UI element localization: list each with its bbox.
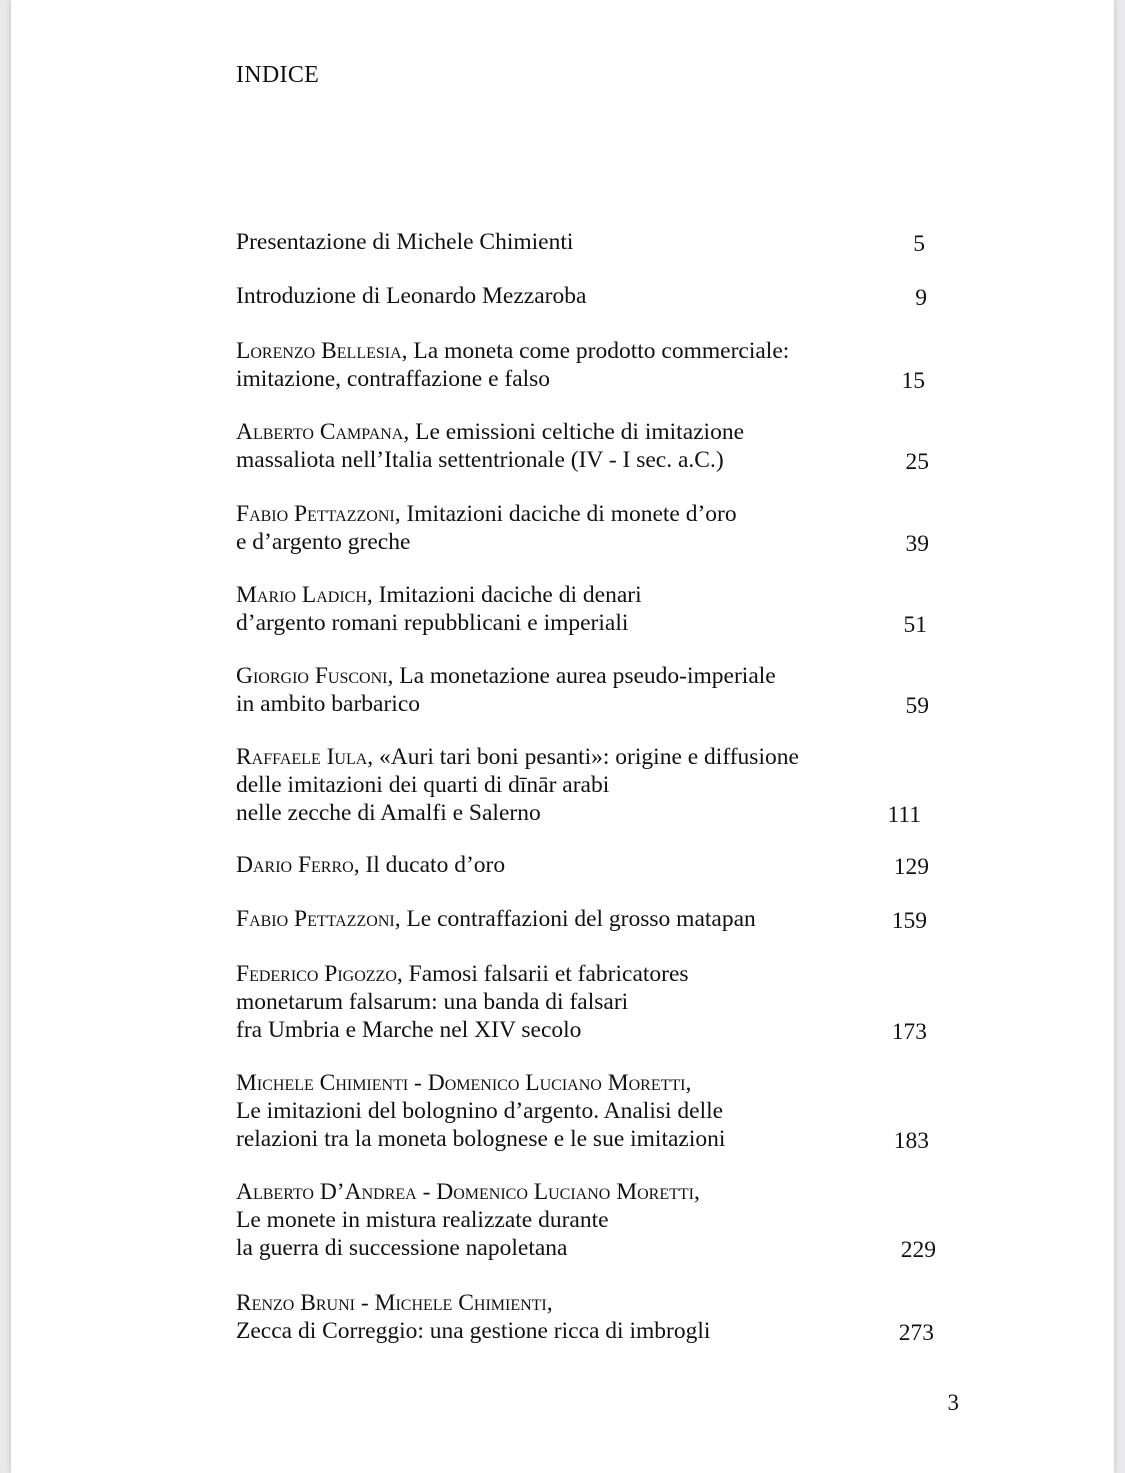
entry-text: e d’argento greche (236, 529, 411, 555)
entry-text: Presentazione di Michele Chimienti (236, 229, 574, 255)
entry-text: Introduzione di Leonardo Mezzaroba (236, 283, 587, 309)
index-heading: INDICE (236, 62, 320, 88)
entry-text: , Famosi falsarii et fabricatores (396, 961, 689, 987)
entry-text: , Le emissioni celtiche di imitazione (403, 419, 745, 445)
entry-line (236, 743, 799, 771)
entry-page-number: 25 (905, 449, 929, 475)
entry-page-number: 15 (901, 368, 925, 394)
entry-text: , La monetazione aurea pseudo-imperiale (387, 663, 776, 689)
entry-text: , «Auri tari boni pesanti»: origine e diffusione (367, 744, 799, 770)
entry-text: Zecca di Correggio: una gestione ricca di imbrogli (236, 1318, 711, 1344)
toc-entry (236, 581, 642, 637)
entry-author: Raffaele Iula (236, 744, 368, 770)
entry-author: Lorenzo Bellesia (236, 338, 402, 364)
entry-page-number: 159 (891, 908, 927, 934)
entry-line (236, 960, 689, 988)
entry-line (236, 446, 744, 474)
entry-page-number: 229 (900, 1237, 936, 1263)
toc-entry (236, 851, 505, 879)
entry-author: Alberto Campana (236, 419, 404, 445)
entry-line (236, 528, 737, 556)
entry-page-number: 273 (898, 1320, 934, 1346)
toc-entry (236, 337, 789, 393)
entry-line (236, 418, 744, 446)
entry-line (236, 1125, 725, 1153)
toc-entry (236, 418, 744, 474)
entry-line (236, 1317, 710, 1345)
entry-author: Dario Ferro (236, 852, 354, 878)
entry-page-number: 39 (905, 531, 929, 557)
entry-line (236, 1289, 710, 1317)
entry-page-number: 129 (893, 854, 929, 880)
entry-text: , Le contraffazioni del grosso matapan (394, 906, 756, 932)
entry-page-number: 9 (915, 285, 927, 311)
entry-line (236, 1206, 700, 1234)
entry-text: massaliota nell’Italia settentrionale (IV - I sec. a.C.) (236, 447, 724, 473)
entry-line (236, 851, 505, 879)
entry-author: Federico Pigozzo (236, 961, 397, 987)
document-page (11, 0, 1114, 1473)
entry-line (236, 337, 789, 365)
entry-author: Fabio Pettazzoni (236, 906, 395, 932)
entry-line (236, 988, 689, 1016)
entry-text: in ambito barbarico (236, 691, 421, 717)
entry-line (236, 282, 586, 310)
entry-line (236, 228, 573, 256)
entry-author: Michele Chimienti - Domenico Luciano Moretti (236, 1070, 686, 1096)
entry-line (236, 1097, 725, 1125)
entry-text: , Il ducato d’oro (353, 852, 506, 878)
entry-page-number: 183 (893, 1128, 929, 1154)
entry-text: , La moneta come prodotto commerciale: (401, 338, 790, 364)
entry-page-number: 59 (905, 693, 929, 719)
entry-line (236, 609, 642, 637)
entry-line (236, 1178, 700, 1206)
entry-page-number: 111 (887, 802, 921, 828)
entry-author: Fabio Pettazzoni (236, 501, 395, 527)
entry-author: Mario Ladich (236, 582, 367, 608)
entry-text: , (694, 1179, 700, 1205)
entry-author: Alberto D’Andrea - Domenico Luciano Moretti (236, 1179, 694, 1205)
entry-text: , (685, 1070, 692, 1096)
entry-text: monetarum falsarum: una banda di falsari (236, 989, 629, 1015)
entry-page-number: 5 (913, 231, 925, 257)
toc-entry (236, 1178, 700, 1262)
entry-author: Giorgio Fusconi (236, 663, 388, 689)
entry-line (236, 690, 776, 718)
entry-author: Renzo Bruni - Michele Chimienti (236, 1290, 547, 1316)
toc-entry (236, 1069, 725, 1153)
entry-line (236, 1016, 689, 1044)
entry-line (236, 799, 799, 827)
toc-entry (236, 662, 776, 718)
entry-text: la guerra di successione napoletana (236, 1235, 568, 1261)
entry-line (236, 500, 737, 528)
toc-entry (236, 228, 573, 256)
entry-line (236, 1234, 700, 1262)
entry-line (236, 1069, 725, 1097)
entry-text: delle imitazioni dei quarti di dīnār arabi (236, 772, 610, 798)
entry-text: , Imitazioni daciche di denari (366, 582, 642, 608)
entry-line (236, 771, 799, 799)
entry-page-number: 173 (891, 1019, 927, 1045)
entry-text: Le monete in mistura realizzate durante (236, 1207, 609, 1233)
entry-line (236, 581, 642, 609)
entry-text: imitazione, contraffazione e falso (236, 366, 551, 392)
entry-text: fra Umbria e Marche nel XIV secolo (236, 1017, 582, 1043)
toc-entry (236, 282, 586, 310)
entry-line (236, 905, 756, 933)
entry-line (236, 365, 789, 393)
entry-text: d’argento romani repubblicani e imperiali (236, 610, 629, 636)
entry-text: relazioni tra la moneta bolognese e le sue imitazioni (236, 1126, 726, 1152)
page-number: 3 (947, 1390, 959, 1415)
toc-entry (236, 960, 689, 1044)
toc-entry (236, 1289, 710, 1345)
entry-line (236, 662, 776, 690)
entry-page-number: 51 (903, 612, 927, 638)
entry-text: Le imitazioni del bolognino d’argento. Analisi delle (236, 1098, 724, 1124)
entry-text: , (546, 1290, 553, 1316)
toc-entry (236, 743, 799, 827)
entry-text: nelle zecche di Amalfi e Salerno (236, 800, 541, 826)
entry-text: , Imitazioni daciche di monete d’oro (394, 501, 737, 527)
toc-entry (236, 905, 756, 933)
toc-entry (236, 500, 737, 556)
